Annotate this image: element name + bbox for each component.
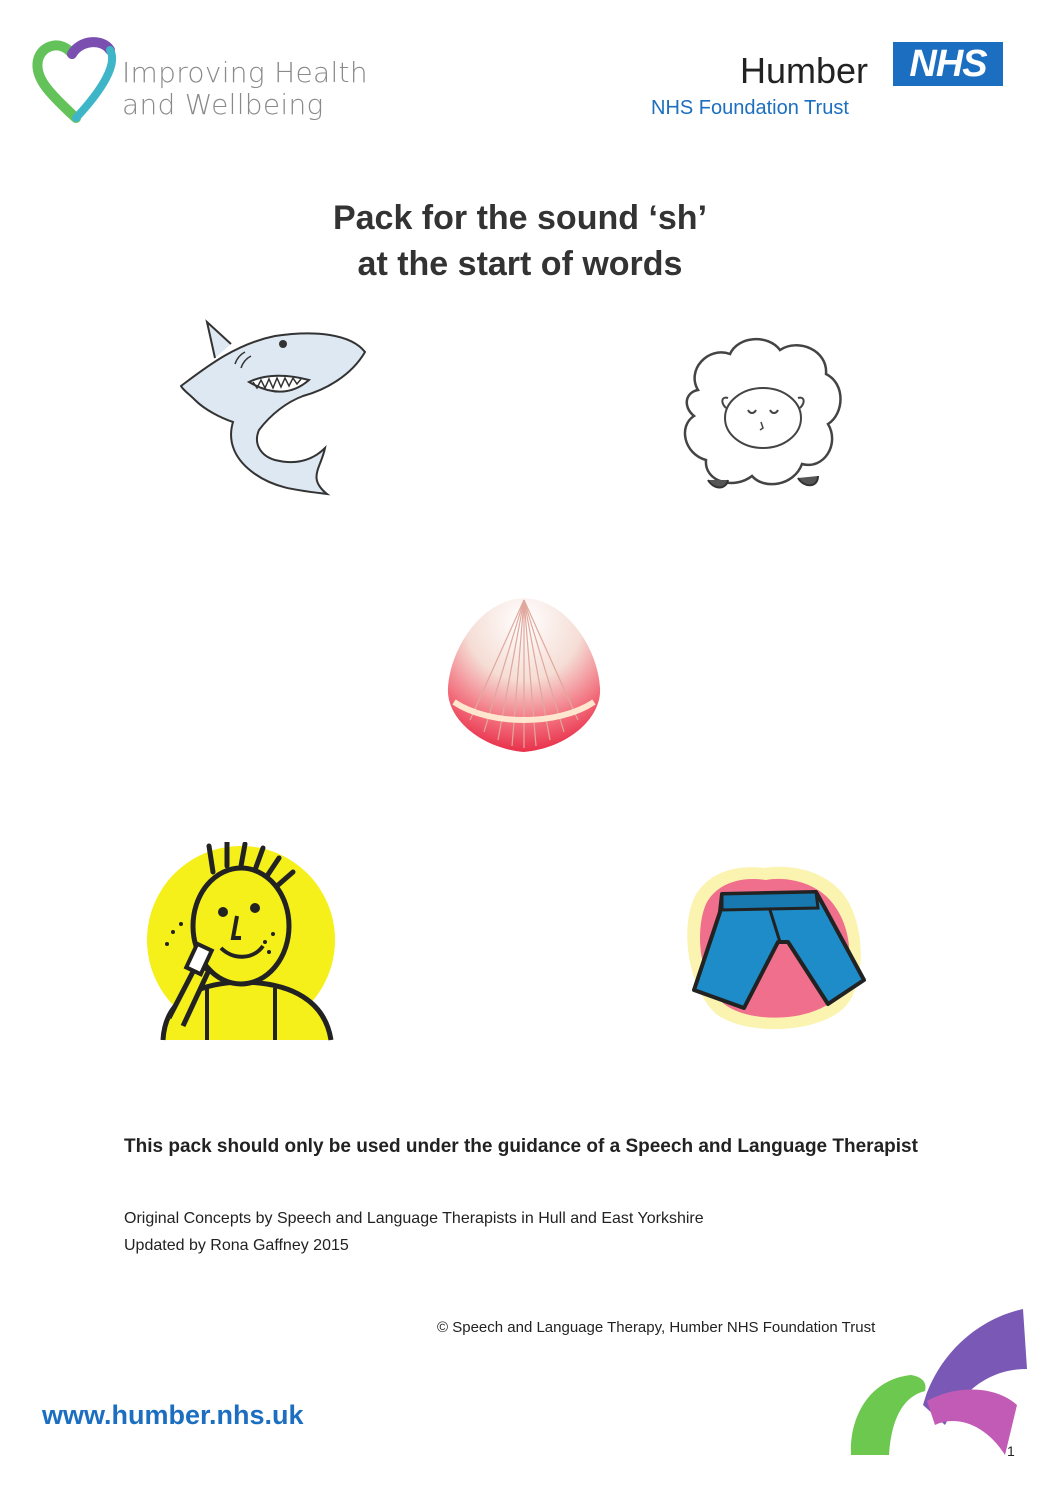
corner-arcs-decoration — [845, 1305, 1030, 1465]
title-line1: Pack for the sound ‘sh’ — [332, 199, 708, 237]
improving-health-logo — [30, 34, 390, 134]
logo-text-line1: Improving Health — [122, 56, 368, 89]
page-title — [0, 195, 1040, 287]
credit-original-concepts: Original Concepts by Speech and Language Therapists in Hull and East Yorkshire — [124, 1210, 704, 1227]
copyright-notice: © Speech and Language Therapy, Humber NHS Foundation Trust — [437, 1319, 876, 1336]
shell-icon — [440, 590, 608, 758]
website-link[interactable]: www.humber.nhs.uk — [42, 1400, 304, 1430]
nhs-badge-logo: NHS — [893, 42, 1003, 86]
shaving-icon — [143, 842, 343, 1044]
page-number: 1 — [1007, 1443, 1015, 1459]
usage-warning: This pack should only be used under the guidance of a Speech and Language Therapist — [124, 1136, 918, 1157]
heart-logo-icon — [30, 34, 122, 126]
credit-updated-by: Updated by Rona Gaffney 2015 — [124, 1237, 349, 1254]
shorts-icon — [676, 858, 868, 1036]
nhs-org-name: Humber — [740, 50, 869, 91]
title-line2: at the start of words — [357, 245, 683, 283]
logo-text-line2: and Wellbeing — [122, 88, 324, 121]
nhs-trust-name: NHS Foundation Trust — [651, 97, 849, 119]
shark-icon — [175, 318, 370, 498]
sheep-icon — [668, 330, 858, 500]
